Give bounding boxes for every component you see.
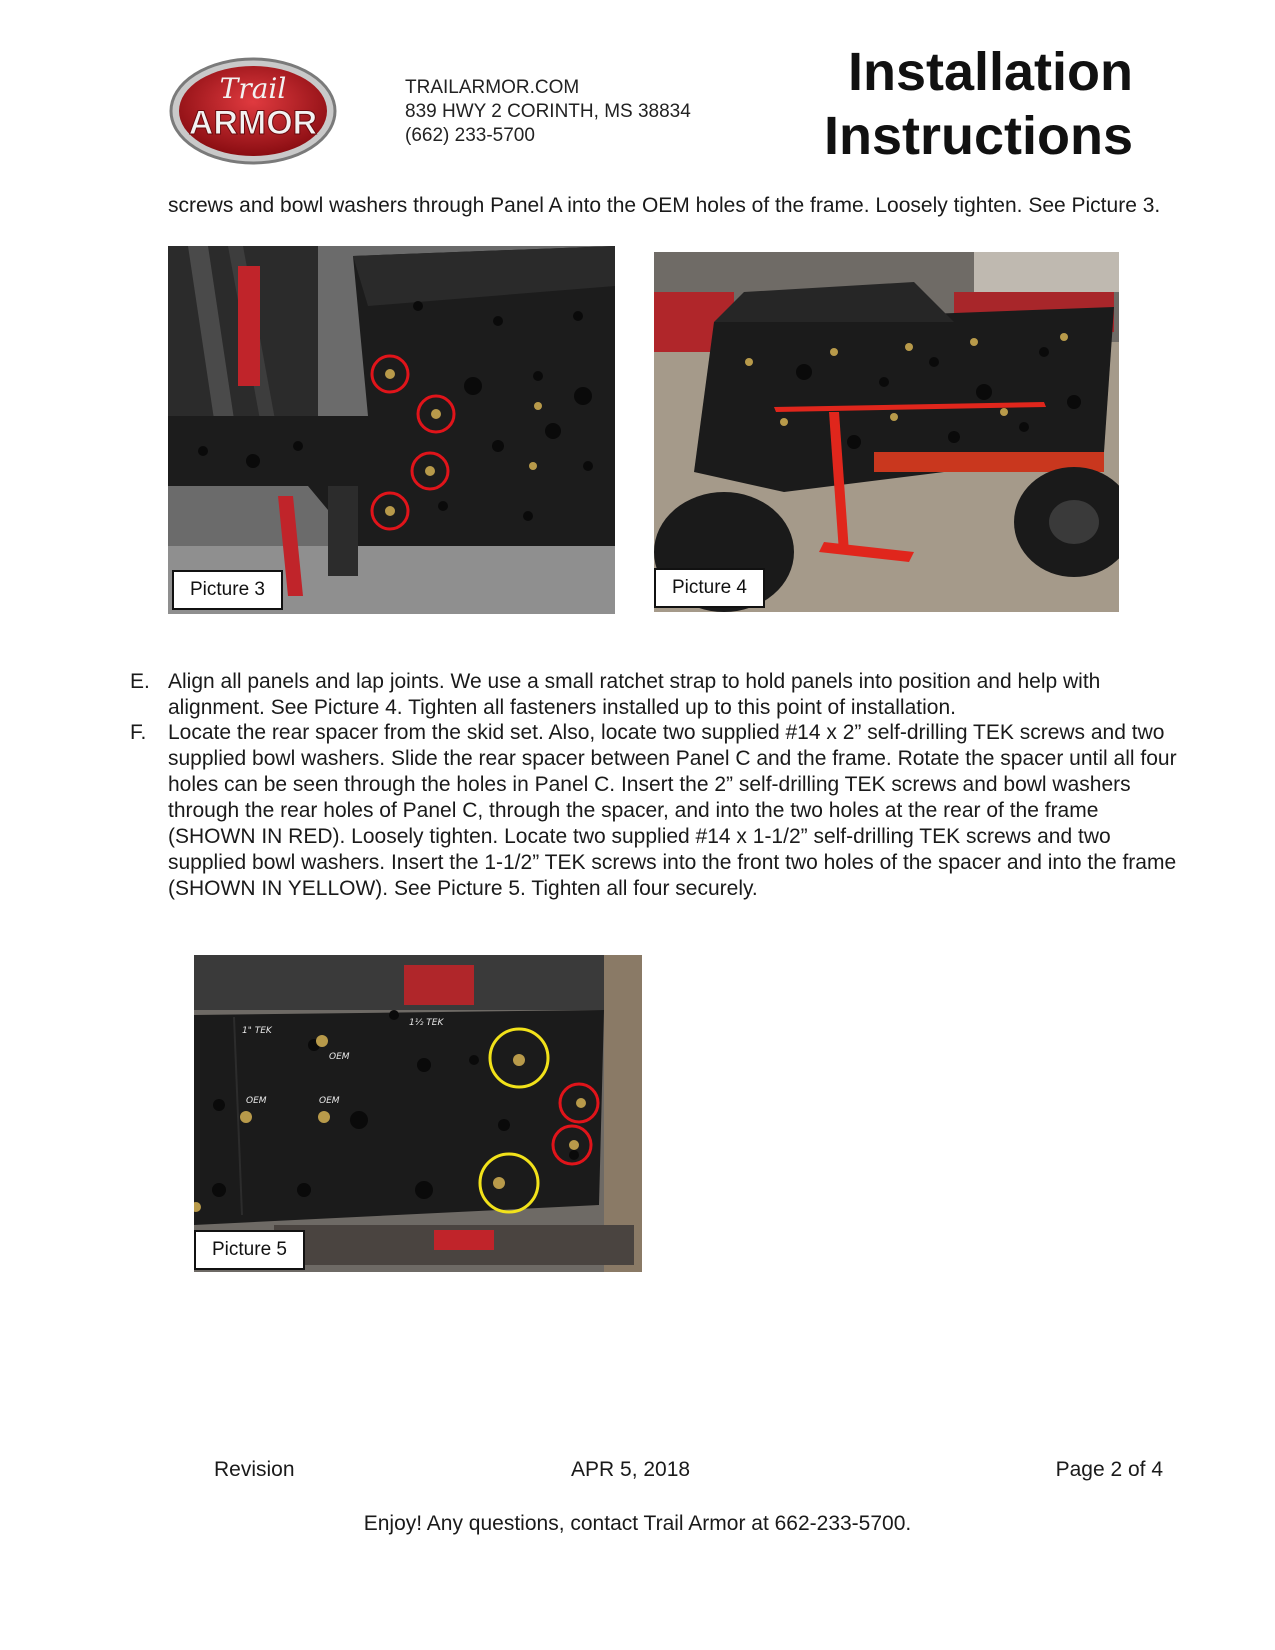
step-e-letter: E. [130,670,150,693]
trail-armor-logo [168,56,338,166]
picture-5-caption: Picture 5 [194,1230,305,1270]
label-1-tek: 1" TEK [242,1026,272,1036]
label-oem-1: OEM [329,1052,350,1062]
label-oem-3: OEM [319,1096,340,1106]
step-e-text: Align all panels and lap joints. We use a small ratchet strap to hold panels into position and help with alignment. See Picture 4. Tighten all fasteners installed up to this point of installation. [168,670,1101,719]
logo-text-trail: Trail [219,72,287,105]
document-title [824,40,1133,168]
label-oem-2: OEM [246,1096,267,1106]
step-f-text: Locate the rear spacer from the skid set. Also, locate two supplied #14 x 2” self-drilling TEK screws and two supplied bowl washers. Slide the rear spacer between Panel C and the frame. Rotate the spacer until all four holes can be seen through the holes in Panel C. Insert the 2” self-drilling TEK screws and bowl washers through the rear holes of Panel C, through the spacer, and into the two holes at the rear of the frame (SHOWN IN RED). Loosely tighten. Locate two supplied #14 x 1-1/2” self-drilling TEK screws and two supplied bowl washers. Insert the 1-1/2” TEK screws into the front two holes of the spacer and into the frame (SHOWN IN YELLOW). See Picture 5. Tighten all four securely. [168,721,1177,900]
step-e [130,669,1190,721]
address-text: 839 HWY 2 CORINTH, MS 38834 [405,101,691,122]
contact-block [405,76,691,148]
phone-text: (662) 233-5700 [405,125,535,146]
title-line-1: Installation [847,42,1133,102]
footer-revision: Revision [214,1458,295,1481]
website-text: TRAILARMOR.COM [405,77,580,98]
logo-text-armor: ARMOR [188,104,318,142]
footer-page-number: Page 2 of 4 [1055,1458,1163,1481]
title-line-2: Instructions [823,106,1133,166]
picture-3-photo [168,246,615,614]
intro-paragraph: screws and bowl washers through Panel A into the OEM holes of the frame. Loosely tighten. See Picture 3. [168,194,1161,217]
step-f [130,720,1190,902]
footer-date: APR 5, 2018 [571,1458,691,1481]
label-1-half-tek: 1½ TEK [409,1018,444,1028]
closing-line: Enjoy! Any questions, contact Trail Armor at 662-233-5700. [363,1512,912,1535]
step-f-letter: F. [130,721,147,744]
picture-4-photo [654,252,1119,612]
picture-4-caption: Picture 4 [654,568,765,608]
picture-5-photo [194,955,642,1272]
picture-3-caption: Picture 3 [172,570,283,610]
